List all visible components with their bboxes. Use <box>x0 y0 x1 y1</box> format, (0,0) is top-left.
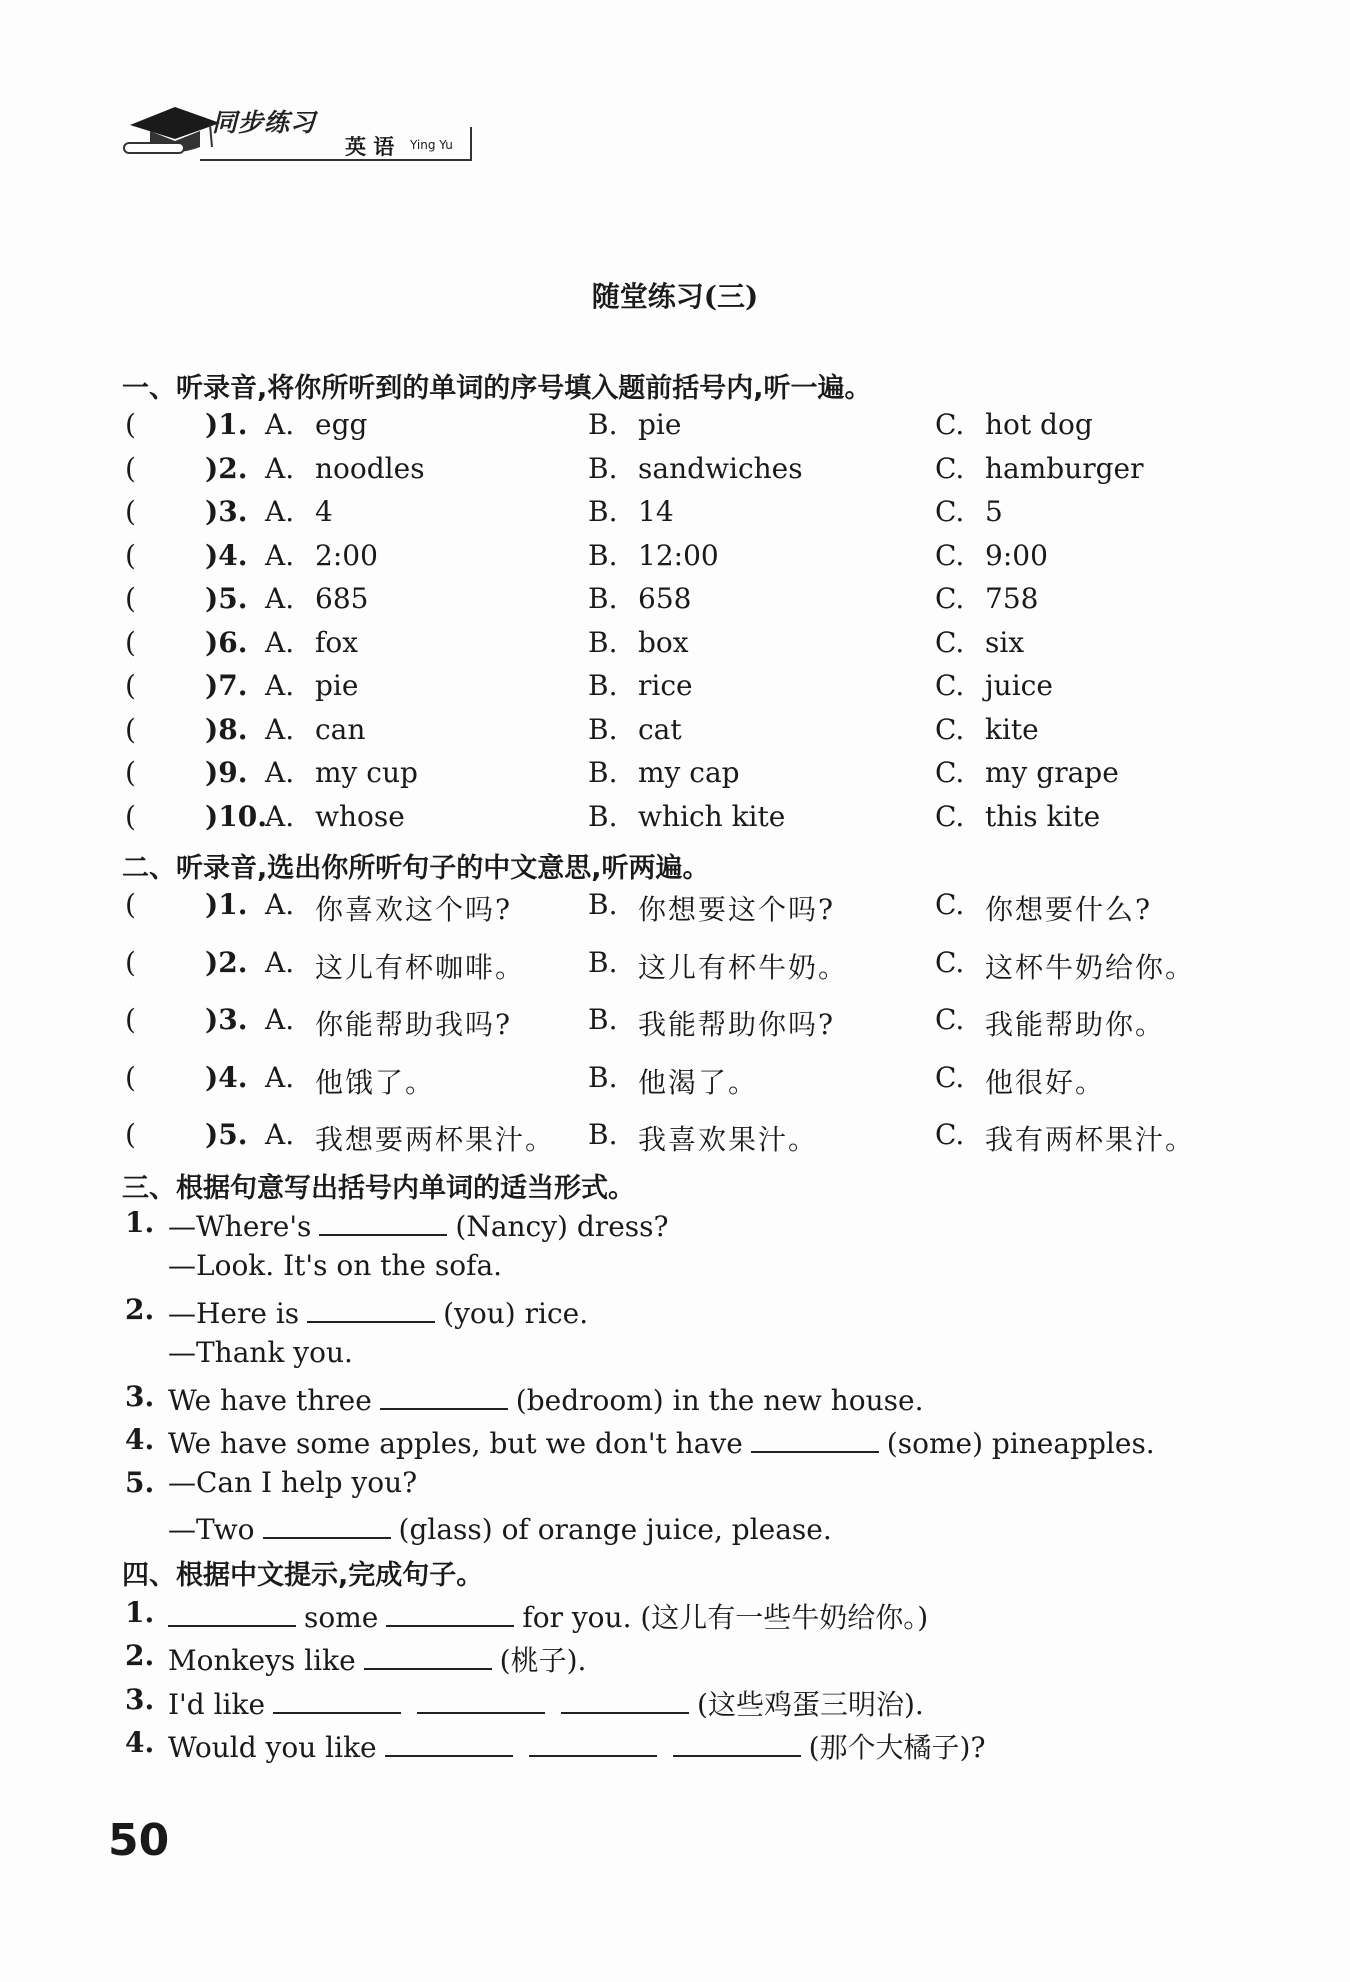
option-b[interactable]: 我喜欢果汁。 <box>638 1123 819 1156</box>
question-row <box>0 495 1350 535</box>
question-number: )4. <box>205 1060 248 1094</box>
header-logo <box>120 95 480 165</box>
answer-blank[interactable] <box>307 1293 435 1323</box>
option-c-letter: C. <box>935 945 965 979</box>
answer-paren[interactable]: ( <box>125 625 136 659</box>
option-c-letter: C. <box>935 799 965 833</box>
answer-blank[interactable] <box>168 1597 296 1627</box>
answer-blank[interactable] <box>380 1380 508 1410</box>
answer-paren[interactable]: ( <box>125 582 136 615</box>
option-b[interactable]: which kite <box>638 799 786 833</box>
question-row <box>0 408 1350 448</box>
option-b[interactable]: cat <box>638 712 682 746</box>
option-a[interactable]: 你能帮助我吗? <box>315 1008 513 1041</box>
subject-pinyin: Ying Yu <box>410 138 453 152</box>
option-b-letter: B. <box>588 408 618 441</box>
answer-paren[interactable]: ( <box>125 1118 136 1151</box>
option-a-letter: A. <box>265 669 295 702</box>
question-row <box>0 800 1350 840</box>
answer-blank[interactable] <box>386 1597 514 1627</box>
question-number: )8. <box>205 712 248 746</box>
option-a[interactable]: egg <box>315 408 368 441</box>
option-b-letter: B. <box>588 1060 618 1094</box>
answer-paren[interactable]: ( <box>125 538 136 572</box>
section1-heading: 一、听录音,将你所听到的单词的序号填入题前括号内,听一遍。 <box>122 373 872 404</box>
option-c-letter: C. <box>935 625 965 659</box>
option-b[interactable]: rice <box>638 669 693 702</box>
option-c[interactable]: 你想要什么? <box>985 893 1153 926</box>
answer-paren[interactable]: ( <box>125 408 136 441</box>
answer-blank[interactable] <box>273 1684 401 1714</box>
option-c-letter: C. <box>935 1060 965 1094</box>
option-a-letter: A. <box>265 451 295 485</box>
option-a-letter: A. <box>265 625 295 659</box>
option-c[interactable]: this kite <box>985 799 1101 833</box>
question-row <box>0 626 1350 666</box>
question-row <box>0 1061 1350 1101</box>
option-a[interactable]: 我想要两杯果汁。 <box>315 1123 556 1156</box>
option-b[interactable]: pie <box>638 408 682 441</box>
option-b[interactable]: 658 <box>638 582 692 615</box>
answer-blank[interactable] <box>364 1640 492 1670</box>
option-c[interactable]: 5 <box>985 495 1003 528</box>
question-number: )10. <box>205 799 267 833</box>
option-a[interactable]: 你喜欢这个吗? <box>315 893 513 926</box>
question-row <box>0 669 1350 709</box>
question-row <box>0 582 1350 622</box>
option-b[interactable]: 这儿有杯牛奶。 <box>638 950 849 984</box>
option-a-letter: A. <box>265 756 295 789</box>
option-c-letter: C. <box>935 538 965 572</box>
option-b[interactable]: my cap <box>638 756 740 789</box>
option-c[interactable]: 这杯牛奶给你。 <box>985 950 1196 984</box>
question-number: )2. <box>205 451 248 485</box>
answer-paren[interactable]: ( <box>125 799 136 833</box>
question-number: )7. <box>205 669 248 702</box>
option-b-letter: B. <box>588 799 618 833</box>
answer-paren[interactable]: ( <box>125 756 136 789</box>
question-row <box>0 888 1350 928</box>
answer-paren[interactable]: ( <box>125 712 136 746</box>
option-a-letter: A. <box>265 538 295 572</box>
option-c[interactable]: kite <box>985 712 1039 746</box>
option-b-letter: B. <box>588 712 618 746</box>
subject-label: 英 语 <box>345 135 395 159</box>
question-row <box>0 946 1350 986</box>
answer-paren[interactable]: ( <box>125 1060 136 1094</box>
question-row <box>0 1003 1350 1043</box>
option-b-letter: B. <box>588 1118 618 1151</box>
question-number: )1. <box>205 408 248 441</box>
option-a-letter: A. <box>265 1060 295 1094</box>
option-a-letter: A. <box>265 888 295 921</box>
option-a[interactable]: my cup <box>315 756 418 789</box>
option-c-letter: C. <box>935 1003 965 1036</box>
option-b-letter: B. <box>588 669 618 702</box>
answer-paren[interactable]: ( <box>125 669 136 702</box>
option-c[interactable]: 他很好。 <box>985 1065 1106 1099</box>
question-number: )1. <box>205 888 248 921</box>
answer-blank[interactable] <box>561 1684 689 1714</box>
answer-paren[interactable]: ( <box>125 945 136 979</box>
section3-heading: 三、根据句意写出括号内单词的适当形式。 <box>122 1173 635 1204</box>
option-a[interactable]: 这儿有杯咖啡。 <box>315 950 526 984</box>
question-number: )9. <box>205 756 248 789</box>
option-b-letter: B. <box>588 495 618 528</box>
question-row <box>0 539 1350 579</box>
option-c[interactable]: hot dog <box>985 408 1093 441</box>
option-a[interactable]: 685 <box>315 582 369 615</box>
option-c[interactable]: 758 <box>985 582 1039 615</box>
option-c[interactable]: juice <box>985 669 1053 702</box>
option-a[interactable]: 4 <box>315 495 333 528</box>
option-b[interactable]: 12:00 <box>638 538 719 572</box>
question-row <box>0 452 1350 492</box>
option-b[interactable]: 我能帮助你吗? <box>638 1008 836 1041</box>
option-c-letter: C. <box>935 712 965 746</box>
option-c[interactable]: my grape <box>985 756 1119 789</box>
option-a[interactable]: can <box>315 712 366 746</box>
option-b[interactable]: 他渴了。 <box>638 1065 759 1099</box>
option-b[interactable]: sandwiches <box>638 451 803 485</box>
question-number: )5. <box>205 1118 248 1151</box>
option-b-letter: B. <box>588 625 618 659</box>
option-c-letter: C. <box>935 756 965 789</box>
option-a-letter: A. <box>265 712 295 746</box>
option-a-letter: A. <box>265 408 295 441</box>
option-c[interactable]: 我能帮助你。 <box>985 1008 1166 1041</box>
question-number: )4. <box>205 538 248 572</box>
option-c-letter: C. <box>935 451 965 485</box>
question-row <box>0 713 1350 753</box>
question-row <box>0 756 1350 796</box>
option-c-letter: C. <box>935 888 965 921</box>
option-a-letter: A. <box>265 1003 295 1036</box>
option-a-letter: A. <box>265 1118 295 1151</box>
option-b-letter: B. <box>588 1003 618 1036</box>
option-a[interactable]: pie <box>315 669 359 702</box>
question-number: )3. <box>205 1003 248 1036</box>
answer-paren[interactable]: ( <box>125 451 136 485</box>
option-c-letter: C. <box>935 1118 965 1151</box>
answer-blank[interactable] <box>263 1509 391 1539</box>
answer-blank[interactable] <box>751 1423 879 1453</box>
option-a-letter: A. <box>265 495 295 528</box>
answer-blank[interactable] <box>385 1727 513 1757</box>
option-b-letter: B. <box>588 888 618 921</box>
option-a[interactable]: noodles <box>315 451 425 485</box>
option-a-letter: A. <box>265 945 295 979</box>
option-a[interactable]: 他饿了。 <box>315 1065 436 1099</box>
option-b-letter: B. <box>588 945 618 979</box>
option-c[interactable]: hamburger <box>985 451 1144 485</box>
option-b[interactable]: 你想要这个吗? <box>638 893 836 926</box>
section2-heading: 二、听录音,选出你所听句子的中文意思,听两遍。 <box>122 853 710 884</box>
option-c-letter: C. <box>935 582 965 615</box>
option-a-letter: A. <box>265 799 295 833</box>
answer-blank[interactable] <box>673 1727 801 1757</box>
question-number: )2. <box>205 945 248 979</box>
question-row <box>0 1118 1350 1158</box>
question-number: )6. <box>205 625 248 659</box>
option-b[interactable]: 14 <box>638 495 674 528</box>
answer-paren[interactable]: ( <box>125 495 136 528</box>
brand-title: 同步练习 <box>212 108 317 137</box>
option-c-letter: C. <box>935 495 965 528</box>
option-b[interactable]: box <box>638 625 689 659</box>
option-a[interactable]: 2:00 <box>315 538 378 572</box>
answer-paren[interactable]: ( <box>125 888 136 921</box>
option-a-letter: A. <box>265 582 295 615</box>
answer-blank[interactable] <box>417 1684 545 1714</box>
question-number: )5. <box>205 582 248 615</box>
option-a[interactable]: fox <box>315 625 359 659</box>
option-c[interactable]: 9:00 <box>985 538 1048 572</box>
option-b-letter: B. <box>588 538 618 572</box>
section4-heading: 四、根据中文提示,完成句子。 <box>122 1560 484 1591</box>
answer-blank[interactable] <box>529 1727 657 1757</box>
question-number: )3. <box>205 495 248 528</box>
option-c[interactable]: six <box>985 625 1025 659</box>
option-c[interactable]: 我有两杯果汁。 <box>985 1123 1196 1156</box>
option-c-letter: C. <box>935 408 965 441</box>
option-c-letter: C. <box>935 669 965 702</box>
answer-paren[interactable]: ( <box>125 1003 136 1036</box>
option-b-letter: B. <box>588 582 618 615</box>
option-b-letter: B. <box>588 756 618 789</box>
workbook-page: 同步练习 英 语 Ying Yu 随堂练习(三) 一、听录音,将你所听到的单词的序号填入题前括号内,听一遍。 ( )1. A. egg B. pie C. hot dog ( )2. A. noodles B. sandwiches C. hamburger ( )3. A. 4 B. 14 C. 5 ( )4. A. 2:00 B. 12:00 C. 9:00 ( )5. A. 685 B. 658 C. 758 ( )6. A. fox B. box C. six ( )7. A. pie B. rice C. juice ( )8. A. can B. cat C. kite ( )9. A. my cup B. my cap C. my grape ( )10. A. whose B. which kite C. this kite 二、听录音,选出你所听句子的中文意思,听两遍。 ( )1. A. 你喜欢这个吗? B. 你想要这个吗? C. 你想要什么? ( )2. A. 这儿有杯咖啡。 B. 这儿有杯牛奶。 C. 这杯牛奶给你。 ( )3. A. 你能帮助我吗? B. 我能帮助你吗? C. 我能帮助你。 ( )4. A. 他饿了。 B. 他渴了。 C. 他很好。 ( )5. A. 我想要两杯果汁。 B. 我喜欢果汁。 C. 我有两杯果汁。 三、根据句意写出括号内单词的适当形式。 1. —Where's (Nancy) dress? —Look. It's on the sofa. 2. —Here is (you) rice. —Thank you. 3. We have three (bedroom) in the new house. 4. We have some apples, but we don't have (some) pineapples. 5. —Can I help you? —Two (glass) of orange juice, please. 四、根据中文提示,完成句子。 1. some for you. (这儿有一些牛奶给你。) 2. Monkeys like (桃子). 3. I'd like (这些鸡蛋三明治). 4. Would you like (那个大橘子)? 50 <box>0 0 1350 1982</box>
option-a[interactable]: whose <box>315 799 405 833</box>
answer-blank[interactable] <box>319 1206 447 1236</box>
option-b-letter: B. <box>588 451 618 485</box>
page-title: 随堂练习(三) <box>591 280 759 313</box>
page-number: 50 <box>108 1815 170 1866</box>
